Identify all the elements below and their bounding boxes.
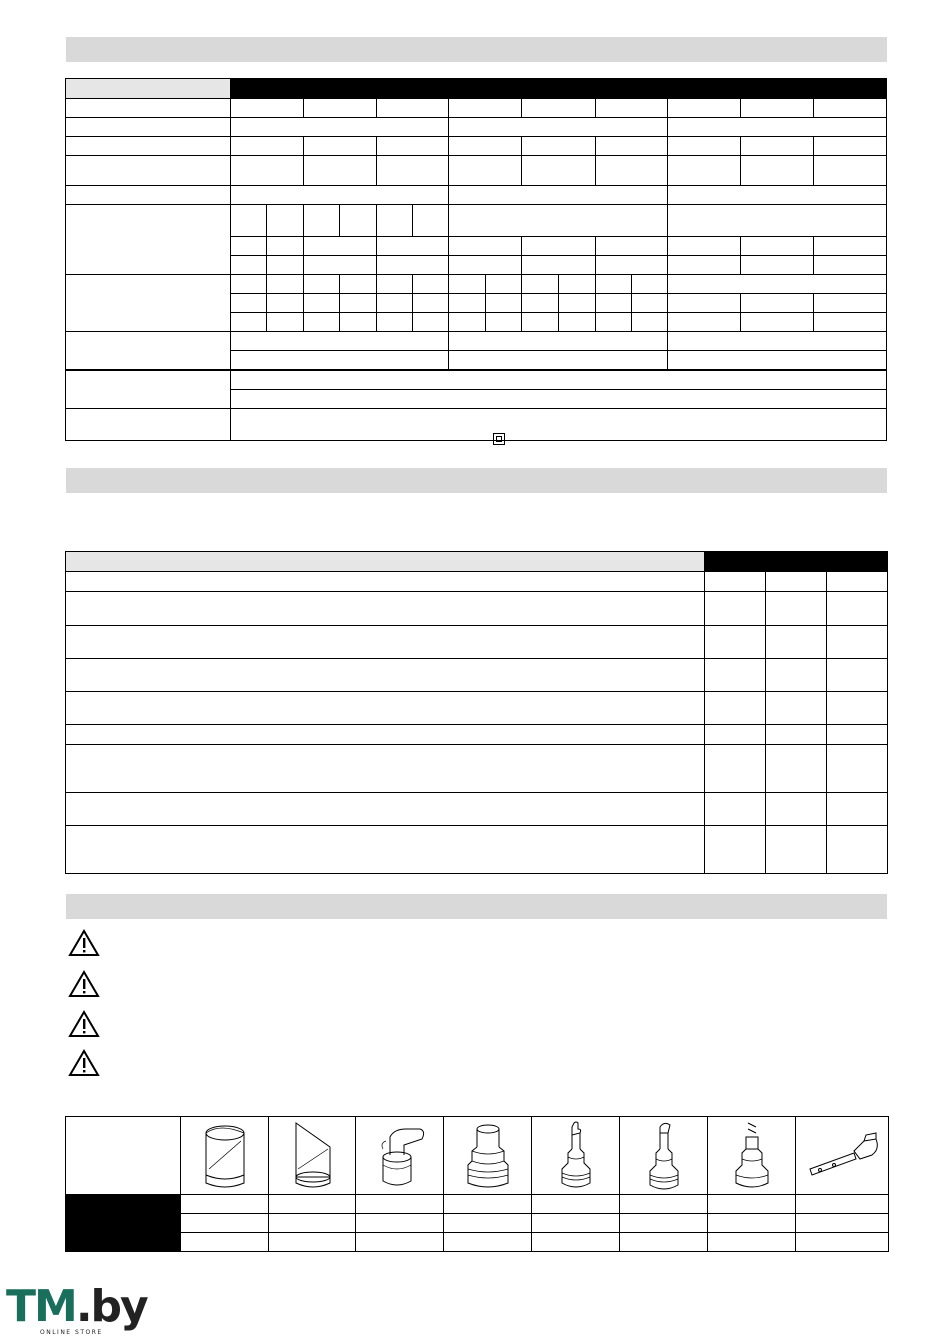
reduction-nozzle-icon [444,1117,532,1195]
table-row [66,186,887,205]
nozzles-table [65,1116,889,1252]
section-header-safety [66,894,887,919]
table-row [66,1195,889,1214]
table-row [66,137,887,156]
slotted-nozzle-icon [620,1117,708,1195]
table-row [66,826,888,874]
table-row [66,692,888,725]
table-row [66,79,887,99]
table-row [66,572,888,592]
warning-triangle-icon [68,1010,100,1038]
warning-triangle-icon [68,970,100,998]
table-row [66,592,888,626]
table-header-cell [449,79,667,99]
table-row [66,99,887,118]
table-row [66,370,887,390]
warning-triangle-icon [68,929,100,957]
table-row [66,552,888,572]
table-row [66,1117,889,1195]
table-header-cell [231,79,449,99]
table-row [66,1233,889,1252]
section-header-functions [66,468,887,493]
angled-reflector-nozzle-icon [269,1117,356,1195]
table-row [66,1214,889,1233]
brand-logo-mark: TM.by [6,1281,147,1332]
table-row [66,205,887,237]
scraper-tool-icon [796,1117,889,1195]
table-row [66,409,887,441]
section-header-technical-data [66,37,887,62]
table-row [66,725,888,745]
brand-tagline: ONLINE STORE [40,1329,103,1336]
bent-reflector-nozzle-icon [356,1117,444,1195]
table-row [66,745,888,793]
technical-data-table [65,78,887,441]
table-row [66,332,887,351]
brand-logo[interactable] [6,1281,147,1340]
functions-table [65,551,888,874]
table-row [66,626,888,659]
reflector-nozzle-icon [181,1117,269,1195]
table-row [66,118,887,137]
table-header-cell [667,79,886,99]
table-row [66,659,888,692]
table-row [66,275,887,294]
hook-nozzle-icon [532,1117,620,1195]
protection-class-icon [493,433,505,445]
table-cell [66,79,231,99]
table-row [66,793,888,826]
warning-triangle-icon [68,1049,100,1077]
welding-nozzle-icon [708,1117,796,1195]
table-row [66,156,887,186]
